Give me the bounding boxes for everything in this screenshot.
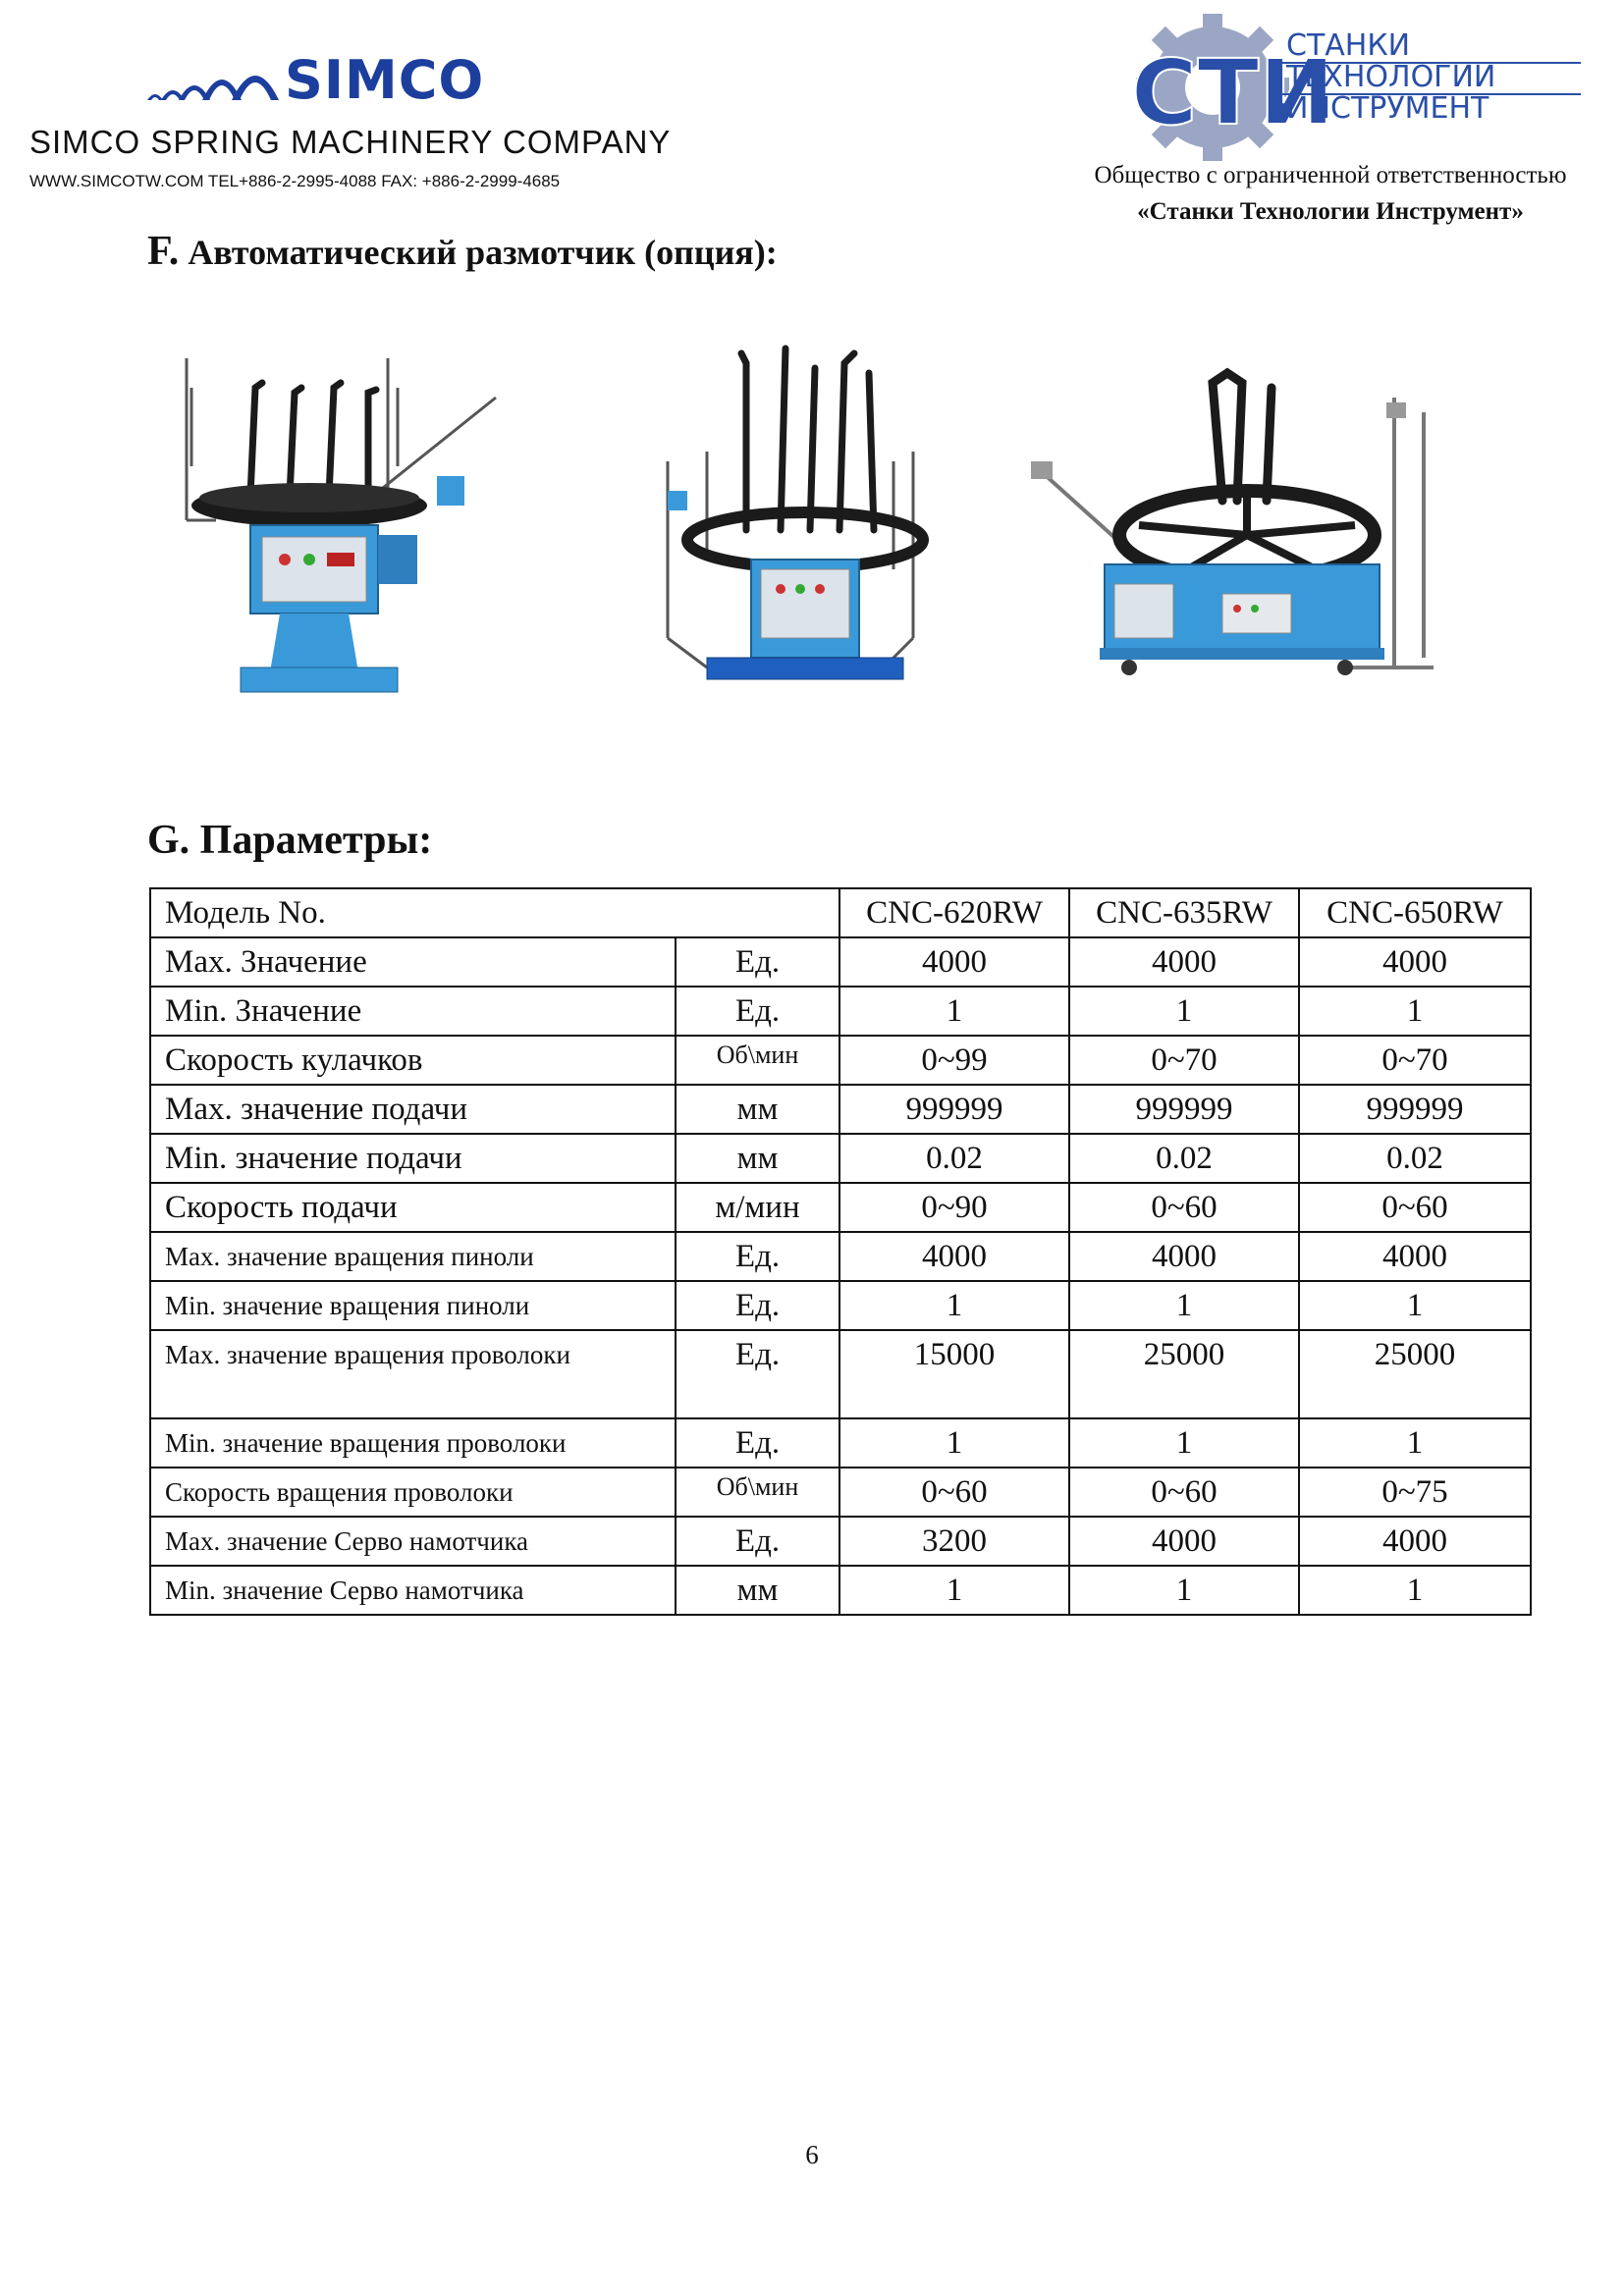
param-value-cell: 4000 [839,1232,1069,1281]
param-value-cell: 3200 [839,1517,1069,1566]
param-value-cell: 0~99 [839,1036,1069,1085]
table-row [150,1183,1531,1232]
param-value-cell: 4000 [1299,937,1531,987]
param-unit-cell: Об\мин [676,1468,839,1517]
partner-company-type: Общество с ограниченной ответственностью [1094,162,1567,188]
param-value-cell: 4000 [839,937,1069,987]
table-header-row [150,888,1531,937]
table-row [150,937,1531,987]
section-f-heading [147,228,778,275]
section-f-title: Автоматический размотчик (опция): [188,233,778,272]
param-value-cell: 1 [1299,987,1531,1036]
param-name-cell: Max. значение вращения пиноли [150,1232,676,1281]
param-value-cell: 4000 [1069,1232,1299,1281]
param-unit-cell: мм [676,1566,839,1615]
table-row [150,987,1531,1036]
table-row [150,1418,1531,1468]
param-value-cell: 0~60 [1069,1183,1299,1232]
table-row [150,1134,1531,1183]
param-value-cell: 1 [839,987,1069,1036]
param-value-cell: 0.02 [1069,1134,1299,1183]
param-value-cell: 1 [1069,1566,1299,1615]
model-header-cell: CNC-620RW [839,888,1069,937]
param-unit-cell: Об\мин [676,1036,839,1085]
param-value-cell: 1 [1069,1418,1299,1468]
param-unit-cell: Ед. [676,1517,839,1566]
param-value-cell: 25000 [1299,1330,1531,1418]
param-value-cell: 0~60 [839,1468,1069,1517]
param-value-cell: 4000 [1069,937,1299,987]
section-f-letter: F. [147,229,180,274]
company-contacts: WWW.SIMCOTW.COM TEL+886-2-2995-4088 FAX: +886-2-2999-4685 [29,172,561,190]
sti-line-3: ИНСТРУМЕНТ [1286,91,1489,126]
param-value-cell: 4000 [1069,1517,1299,1566]
param-value-cell: 999999 [839,1085,1069,1134]
param-name-cell: Скорость вращения проволоки [150,1468,676,1517]
param-name-cell: Min. значение вращения проволоки [150,1418,676,1468]
sti-line-2: ТЕХНОЛОГИИ [1286,60,1496,94]
table-row [150,1468,1531,1517]
table-row [150,1232,1531,1281]
table-row [150,1281,1531,1330]
param-name-cell: Min. значение вращения пиноли [150,1281,676,1330]
param-value-cell: 4000 [1299,1517,1531,1566]
param-value-cell: 0~90 [839,1183,1069,1232]
param-name-cell: Min. Значение [150,987,676,1036]
param-value-cell: 25000 [1069,1330,1299,1418]
partner-company-name: «Станки Технологии Инструмент» [1137,198,1524,225]
company-name: SIMCO SPRING MACHINERY COMPANY [29,124,672,160]
param-name-cell: Max. значение вращения проволоки [150,1330,676,1418]
param-name-cell: Скорость подачи [150,1183,676,1232]
table-row [150,1330,1531,1418]
param-value-cell: 1 [1069,1281,1299,1330]
param-value-cell: 0~60 [1299,1183,1531,1232]
param-value-cell: 1 [1299,1418,1531,1468]
param-value-cell: 0~70 [1299,1036,1531,1085]
param-unit-cell: Ед. [676,937,839,987]
uncoiler-image-3 [1031,363,1453,697]
model-label-cell: Модель No. [150,888,839,937]
page-number: 6 [805,2140,819,2169]
param-name-cell: Min. значение Серво намотчика [150,1566,676,1615]
param-value-cell: 0~70 [1069,1036,1299,1085]
param-unit-cell: Ед. [676,1330,839,1418]
param-value-cell: 999999 [1299,1085,1531,1134]
param-name-cell: Max. значение подачи [150,1085,676,1134]
param-name-cell: Скорость кулачков [150,1036,676,1085]
param-name-cell: Max. Значение [150,937,676,987]
param-value-cell: 0~60 [1069,1468,1299,1517]
model-header-cell: CNC-635RW [1069,888,1299,937]
uncoiler-image-1 [172,348,525,702]
uncoiler-image-2 [648,344,952,707]
param-unit-cell: мм [676,1134,839,1183]
param-value-cell: 0~75 [1299,1468,1531,1517]
param-value-cell: 1 [839,1566,1069,1615]
param-value-cell: 999999 [1069,1085,1299,1134]
param-value-cell: 0.02 [839,1134,1069,1183]
param-unit-cell: мм [676,1085,839,1134]
table-row [150,1517,1531,1566]
sti-line-1: СТАНКИ [1286,28,1411,63]
param-unit-cell: Ед. [676,987,839,1036]
param-value-cell: 0.02 [1299,1134,1531,1183]
param-unit-cell: Ед. [676,1232,839,1281]
sti-partner-logo [1119,14,1591,161]
param-unit-cell: м/мин [676,1183,839,1232]
parameters-table [149,887,1532,1616]
sti-letters: СТИ [1131,40,1335,145]
table-row [150,1036,1531,1085]
param-name-cell: Min. значение подачи [150,1134,676,1183]
simco-wordmark: SIMCO [285,49,485,111]
param-value-cell: 15000 [839,1330,1069,1418]
param-value-cell: 1 [1299,1281,1531,1330]
param-name-cell: Max. значение Серво намотчика [150,1517,676,1566]
param-value-cell: 1 [1299,1566,1531,1615]
param-unit-cell: Ед. [676,1281,839,1330]
table-row [150,1085,1531,1134]
section-g-heading: G. Параметры: [147,818,433,863]
param-unit-cell: Ед. [676,1418,839,1468]
param-value-cell: 1 [839,1418,1069,1468]
param-value-cell: 1 [1069,987,1299,1036]
param-value-cell: 4000 [1299,1232,1531,1281]
param-value-cell: 1 [839,1281,1069,1330]
model-header-cell: CNC-650RW [1299,888,1531,937]
table-row [150,1566,1531,1615]
